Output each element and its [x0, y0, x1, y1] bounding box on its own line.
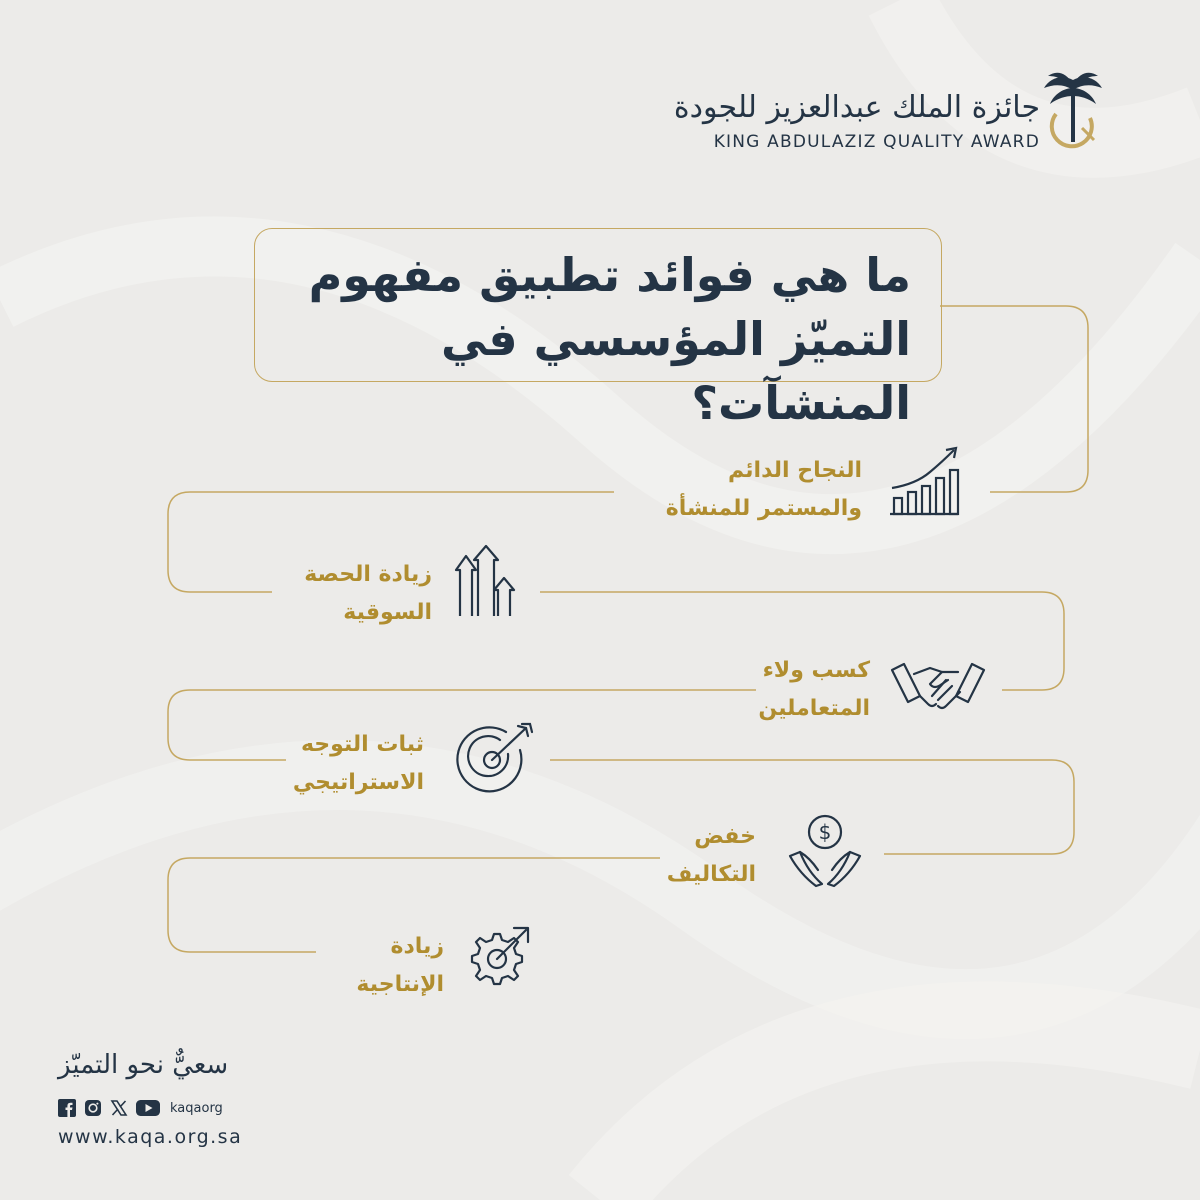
- benefit-1-line-1: النجاح الدائم: [728, 458, 862, 483]
- benefit-4: [293, 726, 424, 802]
- kaqa-logo-icon: [1042, 70, 1104, 162]
- money-hands-icon: [788, 812, 862, 888]
- benefit-5: [667, 818, 756, 894]
- handshake-icon: [890, 656, 986, 718]
- benefit-5-line-1: خفض: [694, 824, 756, 849]
- facebook-icon[interactable]: [58, 1099, 76, 1117]
- benefit-3: [758, 652, 870, 728]
- benefit-4-line-2: الاستراتيجي: [292, 770, 424, 795]
- svg-text:$: $: [818, 820, 832, 844]
- bar-growth-icon: [886, 444, 962, 516]
- benefit-1: [666, 452, 862, 528]
- benefit-3-line-1: كسب ولاء: [762, 658, 870, 683]
- instagram-icon[interactable]: [84, 1099, 102, 1117]
- gear-arrow-icon: [466, 922, 534, 990]
- page-title: [271, 243, 911, 435]
- benefit-2-line-1: زيادة الحصة: [304, 562, 432, 587]
- website-link[interactable]: www.kaqa.org.sa: [58, 1126, 243, 1148]
- logo-arabic-name: جائزة الملك عبدالعزيز للجودة: [673, 90, 1040, 125]
- x-twitter-icon[interactable]: [110, 1099, 128, 1117]
- youtube-icon[interactable]: [136, 1099, 160, 1117]
- benefit-5-line-2: التكاليف: [666, 862, 756, 887]
- benefit-3-line-2: المتعاملين: [758, 696, 870, 721]
- footer-tagline: سعيٌّ نحو التميّز: [58, 1050, 229, 1080]
- benefit-6: [356, 928, 444, 1004]
- benefit-6-line-1: زيادة: [390, 934, 444, 959]
- target-icon: [456, 720, 538, 798]
- social-links: [58, 1096, 223, 1120]
- benefit-2: [304, 556, 432, 632]
- social-handle[interactable]: kaqaorg: [170, 1100, 223, 1116]
- title-line-2: التميّز المؤسسي في المنشآت؟: [440, 312, 911, 430]
- benefit-6-line-2: الإنتاجية: [356, 972, 444, 997]
- benefit-4-line-1: ثبات التوجه: [300, 732, 424, 757]
- up-arrows-icon: [454, 544, 518, 618]
- logo-english-name: KING ABDULAZIZ QUALITY AWARD: [713, 132, 1040, 152]
- benefit-2-line-2: السوقية: [343, 600, 432, 625]
- title-line-1: ما هي فوائد تطبيق مفهوم: [308, 248, 911, 302]
- logo-text: [674, 88, 1040, 152]
- title-box: [254, 228, 942, 430]
- benefit-1-line-2: والمستمر للمنشأة: [665, 496, 862, 521]
